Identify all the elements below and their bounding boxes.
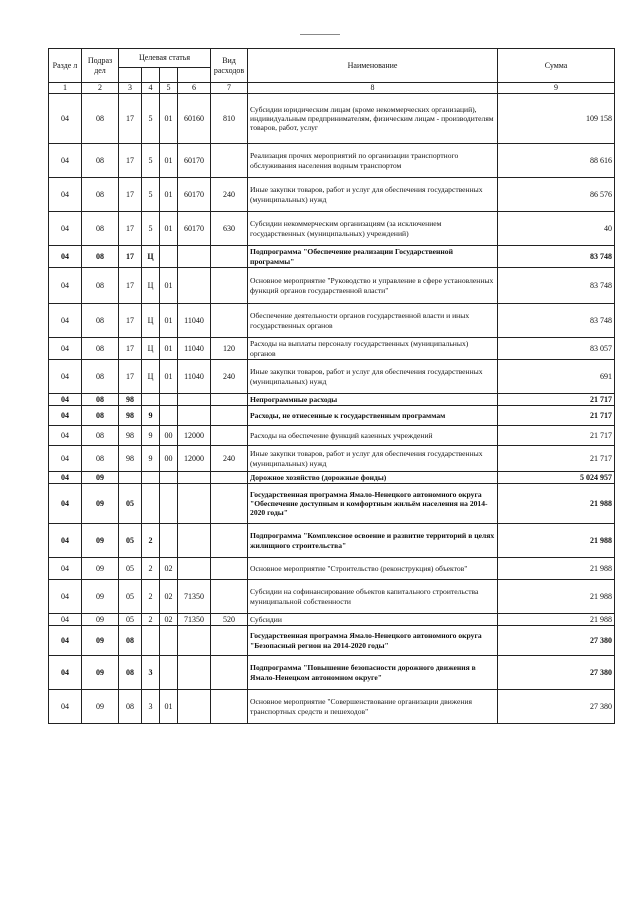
table-row — [49, 614, 615, 626]
column-number: 1 — [49, 83, 82, 94]
cell-sum: 21 717 — [498, 446, 615, 472]
table-row — [49, 656, 615, 690]
cell-subsection: 09 — [82, 626, 119, 656]
cell-name: Подпрограмма "Повышение безопасности дорожного движения в Ямало-Ненецком автономном округе" — [248, 656, 498, 690]
cell-direction: 12000 — [178, 446, 211, 472]
cell-section: 04 — [49, 484, 82, 524]
cell-name: Субсидии юридическим лицам (кроме некоммерческих организаций), индивидуальным предпринимателям, физическим лицам - производителям товаров, работ, услуг — [248, 94, 498, 144]
cell-subprogram — [142, 626, 160, 656]
header-section: Разде л — [49, 49, 82, 83]
cell-section: 04 — [49, 338, 82, 360]
table-row — [49, 524, 615, 558]
header-target-sub-3 — [160, 68, 178, 83]
cell-subsection: 08 — [82, 144, 119, 178]
cell-sum: 27 380 — [498, 690, 615, 724]
cell-section: 04 — [49, 304, 82, 338]
cell-section: 04 — [49, 614, 82, 626]
cell-subsection: 08 — [82, 178, 119, 212]
cell-subprogram: 5 — [142, 94, 160, 144]
cell-sum: 40 — [498, 212, 615, 246]
cell-subsection: 09 — [82, 614, 119, 626]
cell-sum: 21 717 — [498, 426, 615, 446]
table-row — [49, 360, 615, 394]
cell-direction: 11040 — [178, 360, 211, 394]
column-number: 6 — [178, 83, 211, 94]
cell-direction: 11040 — [178, 304, 211, 338]
cell-direction: 71350 — [178, 580, 211, 614]
cell-sum: 88 616 — [498, 144, 615, 178]
cell-expense-type: 520 — [211, 614, 248, 626]
cell-sum: 83 057 — [498, 338, 615, 360]
cell-direction — [178, 558, 211, 580]
cell-expense-type — [211, 246, 248, 268]
cell-section: 04 — [49, 472, 82, 484]
cell-name: Подпрограмма "Обеспечение реализации Государственной программы" — [248, 246, 498, 268]
cell-section: 04 — [49, 426, 82, 446]
cell-expense-type: 120 — [211, 338, 248, 360]
cell-program: 08 — [119, 626, 142, 656]
cell-direction: 11040 — [178, 338, 211, 360]
header-expense-type: Вид расходов — [211, 49, 248, 83]
column-number: 8 — [248, 83, 498, 94]
cell-program: 05 — [119, 558, 142, 580]
cell-section: 04 — [49, 524, 82, 558]
cell-subsection: 08 — [82, 338, 119, 360]
cell-subsection: 08 — [82, 394, 119, 406]
cell-name: Субсидии на софинансирование объектов капитального строительства муниципальной собственности — [248, 580, 498, 614]
cell-section: 04 — [49, 178, 82, 212]
cell-subsection: 09 — [82, 558, 119, 580]
cell-direction: 71350 — [178, 614, 211, 626]
table-row — [49, 426, 615, 446]
table-row — [49, 406, 615, 426]
cell-subprogram — [142, 484, 160, 524]
cell-subsection: 08 — [82, 304, 119, 338]
column-number: 4 — [142, 83, 160, 94]
cell-subsection: 09 — [82, 580, 119, 614]
cell-event: 01 — [160, 268, 178, 304]
cell-event — [160, 406, 178, 426]
cell-event: 01 — [160, 338, 178, 360]
cell-subsection: 09 — [82, 472, 119, 484]
cell-expense-type — [211, 656, 248, 690]
header-sum: Сумма — [498, 49, 615, 83]
header-target-sub-4 — [178, 68, 211, 83]
cell-section: 04 — [49, 212, 82, 246]
cell-name: Обеспечение деятельности органов государственной власти и иных государственных органов — [248, 304, 498, 338]
cell-program: 98 — [119, 446, 142, 472]
cell-event: 01 — [160, 94, 178, 144]
cell-sum: 83 748 — [498, 246, 615, 268]
cell-subprogram: 9 — [142, 446, 160, 472]
cell-subprogram: 5 — [142, 144, 160, 178]
cell-sum: 21 717 — [498, 394, 615, 406]
budget-sheet — [48, 48, 614, 724]
cell-subsection: 08 — [82, 446, 119, 472]
cell-name: Основное мероприятие "Руководство и управление в сфере установленных функций органов государственной власти" — [248, 268, 498, 304]
cell-event — [160, 626, 178, 656]
cell-subprogram: 2 — [142, 580, 160, 614]
column-number: 5 — [160, 83, 178, 94]
cell-direction — [178, 626, 211, 656]
cell-direction — [178, 268, 211, 304]
cell-name: Расходы на обеспечение функций казенных учреждений — [248, 426, 498, 446]
cell-expense-type — [211, 268, 248, 304]
table-row — [49, 94, 615, 144]
budget-table — [48, 48, 615, 724]
cell-section: 04 — [49, 394, 82, 406]
column-number: 2 — [82, 83, 119, 94]
cell-event: 01 — [160, 144, 178, 178]
cell-event — [160, 484, 178, 524]
cell-program: 05 — [119, 614, 142, 626]
cell-expense-type: 630 — [211, 212, 248, 246]
cell-program: 08 — [119, 690, 142, 724]
cell-program: 17 — [119, 94, 142, 144]
cell-direction — [178, 484, 211, 524]
header-target-article: Целевая статья — [119, 49, 211, 68]
cell-subsection: 09 — [82, 656, 119, 690]
cell-subprogram: 2 — [142, 524, 160, 558]
table-row — [49, 690, 615, 724]
cell-name: Расходы на выплаты персоналу государственных (муниципальных) органов — [248, 338, 498, 360]
cell-subsection: 08 — [82, 360, 119, 394]
cell-program: 17 — [119, 360, 142, 394]
cell-event: 01 — [160, 360, 178, 394]
cell-name: Основное мероприятие "Строительство (реконструкция) объектов" — [248, 558, 498, 580]
cell-section: 04 — [49, 656, 82, 690]
header-name: Наименование — [248, 49, 498, 83]
cell-expense-type — [211, 690, 248, 724]
cell-event: 00 — [160, 426, 178, 446]
cell-subsection: 08 — [82, 406, 119, 426]
cell-subprogram: 9 — [142, 406, 160, 426]
cell-subprogram: 9 — [142, 426, 160, 446]
cell-subprogram: 2 — [142, 558, 160, 580]
cell-sum: 5 024 957 — [498, 472, 615, 484]
table-row — [49, 246, 615, 268]
cell-name: Иные закупки товаров, работ и услуг для обеспечения государственных (муниципальных) нужд — [248, 178, 498, 212]
cell-section: 04 — [49, 268, 82, 304]
cell-subsection: 08 — [82, 268, 119, 304]
cell-section: 04 — [49, 626, 82, 656]
cell-direction: 12000 — [178, 426, 211, 446]
scan-mark — [300, 34, 340, 35]
cell-event: 01 — [160, 304, 178, 338]
cell-sum: 86 576 — [498, 178, 615, 212]
cell-name: Дорожное хозяйство (дорожные фонды) — [248, 472, 498, 484]
cell-event: 01 — [160, 690, 178, 724]
cell-section: 04 — [49, 406, 82, 426]
cell-expense-type — [211, 558, 248, 580]
cell-program: 98 — [119, 394, 142, 406]
cell-event — [160, 524, 178, 558]
cell-subprogram: Ц — [142, 338, 160, 360]
cell-name: Расходы, не отнесенные к государственным программам — [248, 406, 498, 426]
cell-subsection: 09 — [82, 690, 119, 724]
cell-event: 02 — [160, 614, 178, 626]
cell-section: 04 — [49, 246, 82, 268]
cell-sum: 691 — [498, 360, 615, 394]
cell-direction — [178, 524, 211, 558]
cell-expense-type — [211, 406, 248, 426]
cell-name: Непрограммные расходы — [248, 394, 498, 406]
table-row — [49, 304, 615, 338]
cell-expense-type: 810 — [211, 94, 248, 144]
cell-expense-type — [211, 524, 248, 558]
cell-name: Государственная программа Ямало-Ненецкого автономного округа "Безопасный регион на 2014-2020 годы" — [248, 626, 498, 656]
cell-program: 17 — [119, 144, 142, 178]
cell-name: Государственная программа Ямало-Ненецкого автономного округа "Обеспечение доступным и комфортным жильём населения на 2014-2020 годы" — [248, 484, 498, 524]
cell-section: 04 — [49, 690, 82, 724]
cell-expense-type — [211, 484, 248, 524]
table-row — [49, 338, 615, 360]
cell-direction — [178, 406, 211, 426]
cell-expense-type — [211, 580, 248, 614]
cell-direction — [178, 690, 211, 724]
cell-event: 01 — [160, 178, 178, 212]
cell-name: Основное мероприятие "Совершенствование организации движения транспортных средств и пешеходов" — [248, 690, 498, 724]
cell-sum: 83 748 — [498, 304, 615, 338]
cell-event: 02 — [160, 580, 178, 614]
cell-sum: 109 158 — [498, 94, 615, 144]
table-row — [49, 394, 615, 406]
cell-event — [160, 246, 178, 268]
cell-section: 04 — [49, 580, 82, 614]
cell-sum: 21 988 — [498, 524, 615, 558]
cell-sum: 27 380 — [498, 656, 615, 690]
cell-sum: 21 988 — [498, 614, 615, 626]
cell-direction: 60170 — [178, 178, 211, 212]
cell-sum: 27 380 — [498, 626, 615, 656]
cell-name: Субсидии некоммерческим организациям (за исключением государственных (муниципальных) учреждений) — [248, 212, 498, 246]
cell-name: Реализация прочих мероприятий по организации транспортного обслуживания населения водным транспортом — [248, 144, 498, 178]
cell-event: 02 — [160, 558, 178, 580]
cell-name: Подпрограмма "Комплексное освоение и развитие территорий в целях жилищного строительства" — [248, 524, 498, 558]
cell-program: 17 — [119, 338, 142, 360]
cell-subprogram: Ц — [142, 268, 160, 304]
cell-expense-type — [211, 394, 248, 406]
cell-direction — [178, 246, 211, 268]
cell-program: 08 — [119, 656, 142, 690]
table-row — [49, 626, 615, 656]
header-subsection: Подраз дел — [82, 49, 119, 83]
cell-subsection: 08 — [82, 94, 119, 144]
cell-subprogram: Ц — [142, 360, 160, 394]
cell-section: 04 — [49, 94, 82, 144]
cell-section: 04 — [49, 144, 82, 178]
column-number: 3 — [119, 83, 142, 94]
cell-name: Иные закупки товаров, работ и услуг для обеспечения государственных (муниципальных) нужд — [248, 446, 498, 472]
cell-subprogram — [142, 472, 160, 484]
column-number: 9 — [498, 83, 615, 94]
cell-expense-type — [211, 626, 248, 656]
cell-section: 04 — [49, 446, 82, 472]
header-target-sub-2 — [142, 68, 160, 83]
cell-subsection: 08 — [82, 246, 119, 268]
cell-program: 17 — [119, 268, 142, 304]
cell-event — [160, 394, 178, 406]
cell-program: 17 — [119, 246, 142, 268]
cell-expense-type: 240 — [211, 178, 248, 212]
cell-event: 00 — [160, 446, 178, 472]
cell-program: 17 — [119, 178, 142, 212]
cell-subsection: 08 — [82, 212, 119, 246]
cell-sum: 21 988 — [498, 580, 615, 614]
cell-program — [119, 472, 142, 484]
cell-expense-type — [211, 144, 248, 178]
cell-program: 98 — [119, 406, 142, 426]
cell-subsection: 09 — [82, 524, 119, 558]
cell-program: 17 — [119, 304, 142, 338]
table-row — [49, 212, 615, 246]
cell-event — [160, 472, 178, 484]
table-row — [49, 144, 615, 178]
header-target-sub-1 — [119, 68, 142, 83]
cell-subprogram: 3 — [142, 690, 160, 724]
cell-direction — [178, 394, 211, 406]
cell-subprogram — [142, 394, 160, 406]
cell-program: 05 — [119, 484, 142, 524]
cell-sum: 21 717 — [498, 406, 615, 426]
cell-expense-type: 240 — [211, 360, 248, 394]
cell-subsection: 08 — [82, 426, 119, 446]
cell-expense-type — [211, 426, 248, 446]
cell-subprogram: Ц — [142, 246, 160, 268]
cell-subprogram: Ц — [142, 304, 160, 338]
cell-direction: 60170 — [178, 212, 211, 246]
cell-sum: 83 748 — [498, 268, 615, 304]
cell-sum: 21 988 — [498, 558, 615, 580]
cell-program: 98 — [119, 426, 142, 446]
cell-section: 04 — [49, 558, 82, 580]
table-row — [49, 472, 615, 484]
cell-expense-type — [211, 304, 248, 338]
cell-subprogram: 5 — [142, 178, 160, 212]
cell-subsection: 09 — [82, 484, 119, 524]
cell-event — [160, 656, 178, 690]
cell-section: 04 — [49, 360, 82, 394]
cell-subprogram: 2 — [142, 614, 160, 626]
cell-program: 17 — [119, 212, 142, 246]
cell-direction — [178, 472, 211, 484]
cell-sum: 21 988 — [498, 484, 615, 524]
cell-subprogram: 3 — [142, 656, 160, 690]
cell-program: 05 — [119, 524, 142, 558]
cell-name: Субсидии — [248, 614, 498, 626]
table-row — [49, 446, 615, 472]
column-number: 7 — [211, 83, 248, 94]
table-row — [49, 558, 615, 580]
cell-program: 05 — [119, 580, 142, 614]
cell-expense-type — [211, 472, 248, 484]
cell-name: Иные закупки товаров, работ и услуг для обеспечения государственных (муниципальных) нужд — [248, 360, 498, 394]
table-row — [49, 268, 615, 304]
table-row — [49, 580, 615, 614]
cell-expense-type: 240 — [211, 446, 248, 472]
cell-event: 01 — [160, 212, 178, 246]
cell-direction: 60160 — [178, 94, 211, 144]
cell-direction: 60170 — [178, 144, 211, 178]
cell-direction — [178, 656, 211, 690]
table-row — [49, 178, 615, 212]
cell-subprogram: 5 — [142, 212, 160, 246]
table-row — [49, 484, 615, 524]
